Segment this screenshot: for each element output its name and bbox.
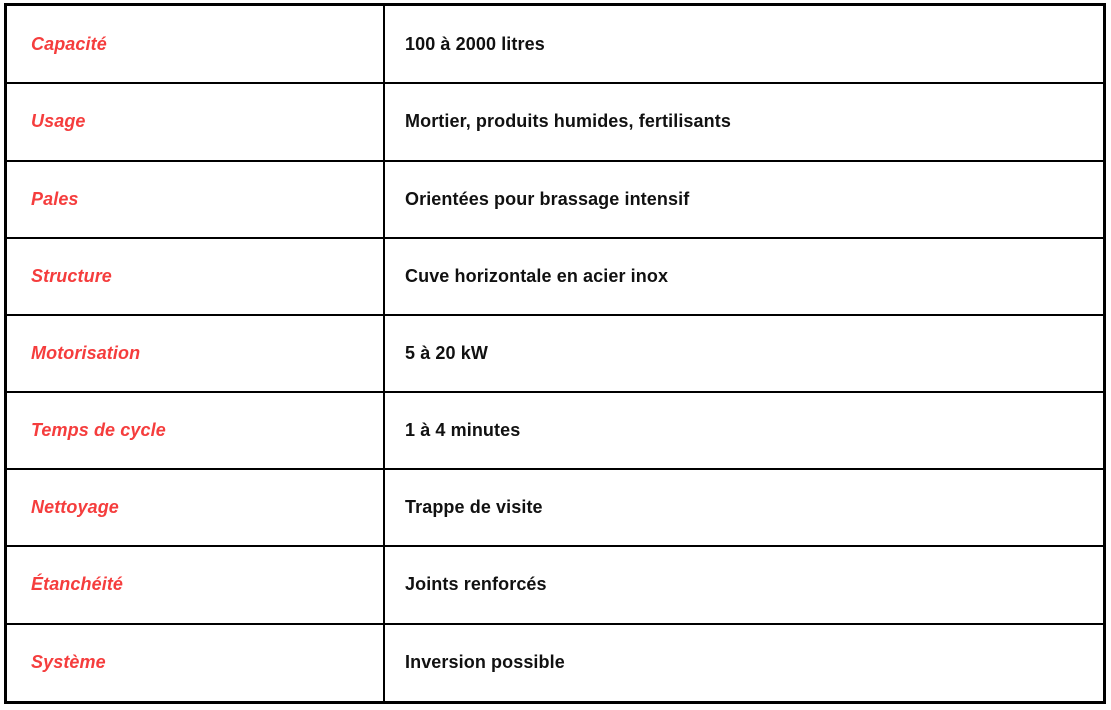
spec-value: Mortier, produits humides, fertilisants: [384, 83, 1105, 160]
spec-value: 5 à 20 kW: [384, 315, 1105, 392]
table-row: [6, 546, 1105, 623]
table-row: [6, 5, 1105, 84]
table-row: [6, 161, 1105, 238]
spec-table-body: [6, 5, 1105, 703]
spec-label: Capacité: [6, 5, 385, 84]
spec-value: Cuve horizontale en acier inox: [384, 238, 1105, 315]
spec-label: Temps de cycle: [6, 392, 385, 469]
table-row: [6, 83, 1105, 160]
spec-value: Orientées pour brassage intensif: [384, 161, 1105, 238]
spec-value: Trappe de visite: [384, 469, 1105, 546]
spec-label: Système: [6, 624, 385, 703]
table-row: [6, 469, 1105, 546]
spec-label: Pales: [6, 161, 385, 238]
spec-label: Usage: [6, 83, 385, 160]
table-row: [6, 315, 1105, 392]
spec-label: Structure: [6, 238, 385, 315]
spec-label: Motorisation: [6, 315, 385, 392]
spec-value: 100 à 2000 litres: [384, 5, 1105, 84]
spec-label: Étanchéité: [6, 546, 385, 623]
spec-value: Inversion possible: [384, 624, 1105, 703]
table-row: [6, 392, 1105, 469]
spec-value: Joints renforcés: [384, 546, 1105, 623]
spec-table: [4, 3, 1106, 704]
spec-label: Nettoyage: [6, 469, 385, 546]
spec-value: 1 à 4 minutes: [384, 392, 1105, 469]
table-row: [6, 238, 1105, 315]
table-row: [6, 624, 1105, 703]
